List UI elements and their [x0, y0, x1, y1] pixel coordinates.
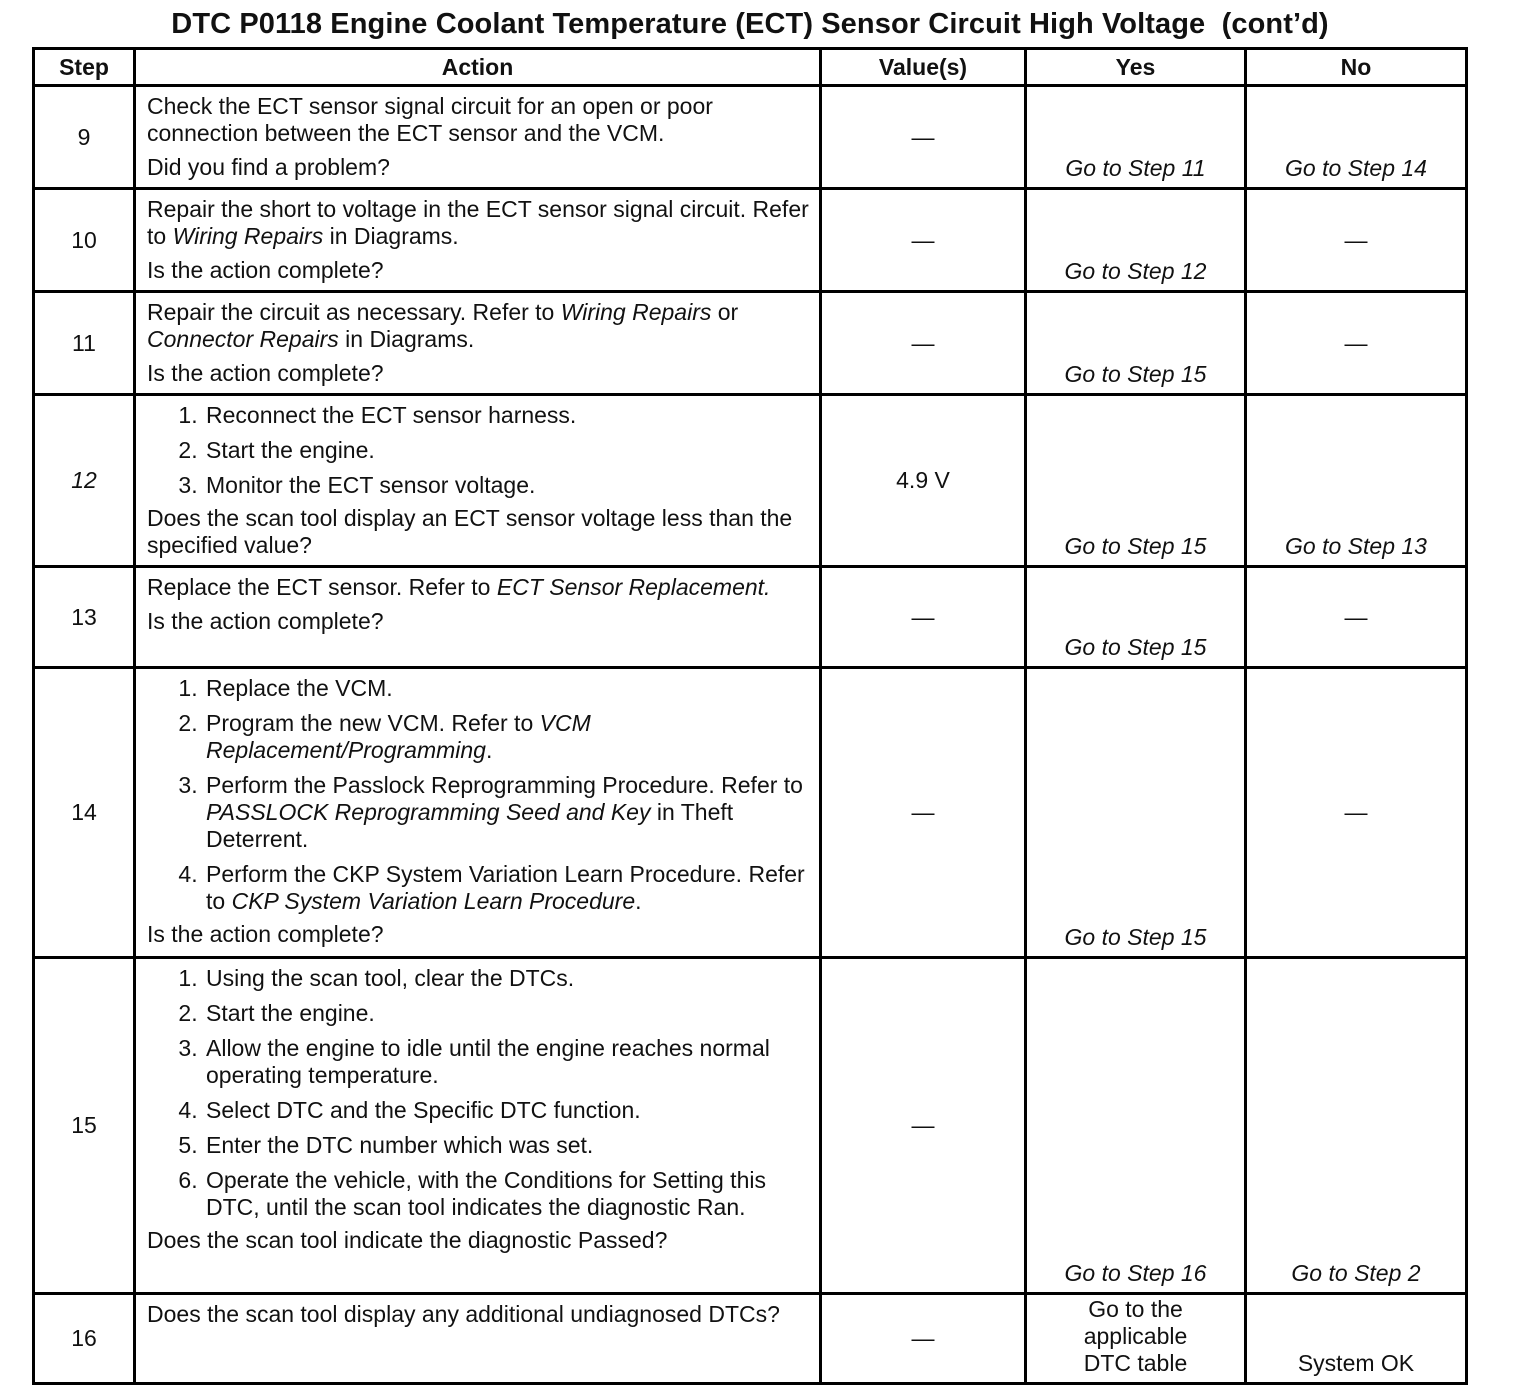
action-question: Is the action complete?: [147, 360, 384, 386]
yes-outcome: Go to Step 12: [1026, 189, 1246, 292]
step-number: 13: [34, 567, 135, 668]
reference-link-text: PASSLOCK Reprogramming Seed and Key: [206, 799, 651, 825]
list-item: 1. Using the scan tool, clear the DTCs.: [204, 965, 811, 992]
action-question: Does the scan tool indicate the diagnostic Passed?: [147, 1227, 668, 1253]
step-number: 16: [34, 1294, 135, 1384]
no-outcome: Go to Step 13: [1246, 395, 1467, 567]
step-number: 9: [34, 86, 135, 189]
yes-outcome: Go to Step 15: [1026, 567, 1246, 668]
step-number: 14: [34, 668, 135, 958]
value-cell: —: [821, 189, 1026, 292]
step-number: 15: [34, 958, 135, 1294]
no-outcome: Go to Step 2: [1246, 958, 1467, 1294]
table-row: [34, 189, 1467, 292]
action-question: Is the action complete?: [147, 608, 384, 634]
reference-link-text: Wiring Repairs: [172, 223, 324, 249]
instruction-text: Perform the CKP System Variation Learn Procedure. Refer to: [206, 861, 805, 914]
instruction-text: Perform the Passlock Reprogramming Procedure. Refer to: [206, 772, 803, 798]
table-row: [34, 86, 1467, 189]
instruction-text: in Diagrams.: [338, 326, 475, 352]
action-instruction: [147, 299, 811, 353]
list-item: 5. Enter the DTC number which was set.: [204, 1132, 811, 1159]
action-question: Is the action complete?: [147, 257, 384, 283]
value-cell: —: [821, 86, 1026, 189]
no-outcome: Go to Step 14: [1246, 86, 1467, 189]
instruction-text: Repair the circuit as necessary. Refer to: [147, 299, 561, 325]
action-cell: [135, 292, 821, 395]
step-number: 10: [34, 189, 135, 292]
reference-link-text: ECT Sensor Replacement.: [496, 574, 771, 600]
action-instruction: Check the ECT sensor signal circuit for an open or poor connection between the ECT sensor and the VCM.: [147, 93, 713, 146]
table-row: [34, 668, 1467, 958]
list-item: 2. Start the engine.: [204, 1000, 811, 1027]
action-question: Did you find a problem?: [147, 154, 390, 180]
procedure-list: [147, 965, 811, 1221]
table-row: [34, 958, 1467, 1294]
action-question: Does the scan tool display any additional undiagnosed DTCs?: [147, 1301, 780, 1327]
no-outcome: —: [1246, 668, 1467, 958]
table-row: [34, 1294, 1467, 1384]
value-cell: —: [821, 668, 1026, 958]
list-item: 1. Replace the VCM.: [204, 675, 811, 702]
header-row: [34, 49, 1467, 86]
list-item: [204, 772, 811, 853]
no-outcome: —: [1246, 292, 1467, 395]
yes-outcome: Go to Step 15: [1026, 395, 1246, 567]
yes-outcome: Go to Step 15: [1026, 668, 1246, 958]
yes-outcome: Go to the applicable DTC table: [1026, 1294, 1246, 1384]
no-outcome: —: [1246, 567, 1467, 668]
action-cell: [135, 567, 821, 668]
list-item: [204, 861, 811, 915]
instruction-text: Program the new VCM. Refer to: [206, 710, 540, 736]
value-cell: —: [821, 1294, 1026, 1384]
action-instruction: [147, 196, 811, 250]
instruction-text: in Theft Deterrent.: [206, 799, 734, 852]
no-outcome: System OK: [1246, 1294, 1467, 1384]
instruction-text: Replace the ECT sensor. Refer to: [147, 574, 497, 600]
action-question: Is the action complete?: [147, 921, 384, 947]
table-row: [34, 395, 1467, 567]
action-instruction: [147, 574, 811, 601]
yes-outcome: Go to Step 16: [1026, 958, 1246, 1294]
instruction-text: in Diagrams.: [323, 223, 459, 249]
action-cell: [135, 86, 821, 189]
diagnostic-table: [32, 47, 1468, 1385]
reference-link-text: Connector Repairs: [147, 326, 339, 352]
list-item: 1. Reconnect the ECT sensor harness.: [204, 402, 811, 429]
list-item: 3. Monitor the ECT sensor voltage.: [204, 472, 811, 499]
list-item: 6. Operate the vehicle, with the Conditions for Setting this DTC, until the scan tool indicates the diagnostic Ran.: [204, 1167, 811, 1221]
value-cell: —: [821, 958, 1026, 1294]
column-header-values: Value(s): [821, 49, 1026, 86]
reference-link-text: CKP System Variation Learn Procedure: [231, 888, 636, 914]
action-cell: [135, 189, 821, 292]
list-item: [204, 710, 811, 764]
value-cell: 4.9 V: [821, 395, 1026, 567]
instruction-text: or: [711, 299, 739, 325]
column-header-action: Action: [135, 49, 821, 86]
reference-link-text: VCM Replacement/Programming: [206, 710, 591, 763]
action-question: Does the scan tool display an ECT sensor voltage less than the specified value?: [147, 505, 793, 558]
table-row: [34, 567, 1467, 668]
list-item: 2. Start the engine.: [204, 437, 811, 464]
reference-link-text: Wiring Repairs: [560, 299, 712, 325]
yes-outcome: Go to Step 15: [1026, 292, 1246, 395]
list-item: 4. Select DTC and the Specific DTC function.: [204, 1097, 811, 1124]
action-cell: [135, 1294, 821, 1384]
column-header-step: Step: [34, 49, 135, 86]
yes-outcome: Go to Step 11: [1026, 86, 1246, 189]
column-header-yes: Yes: [1026, 49, 1246, 86]
instruction-text: .: [635, 888, 642, 914]
step-number: 12: [34, 395, 135, 567]
no-outcome: —: [1246, 189, 1467, 292]
step-number: 11: [34, 292, 135, 395]
action-cell: [135, 395, 821, 567]
procedure-list: [147, 402, 811, 499]
action-cell: [135, 958, 821, 1294]
instruction-text: Repair the short to voltage in the ECT sensor signal circuit. Refer to: [147, 196, 809, 249]
action-cell: [135, 668, 821, 958]
value-cell: —: [821, 292, 1026, 395]
instruction-text: .: [485, 737, 493, 763]
table-row: [34, 292, 1467, 395]
procedure-list: [147, 675, 811, 915]
page-title: DTC P0118 Engine Coolant Temperature (ECT) Sensor Circuit High Voltage (cont’d): [171, 8, 1329, 40]
list-item: 3. Allow the engine to idle until the engine reaches normal operating temperature.: [204, 1035, 811, 1089]
value-cell: —: [821, 567, 1026, 668]
column-header-no: No: [1246, 49, 1467, 86]
